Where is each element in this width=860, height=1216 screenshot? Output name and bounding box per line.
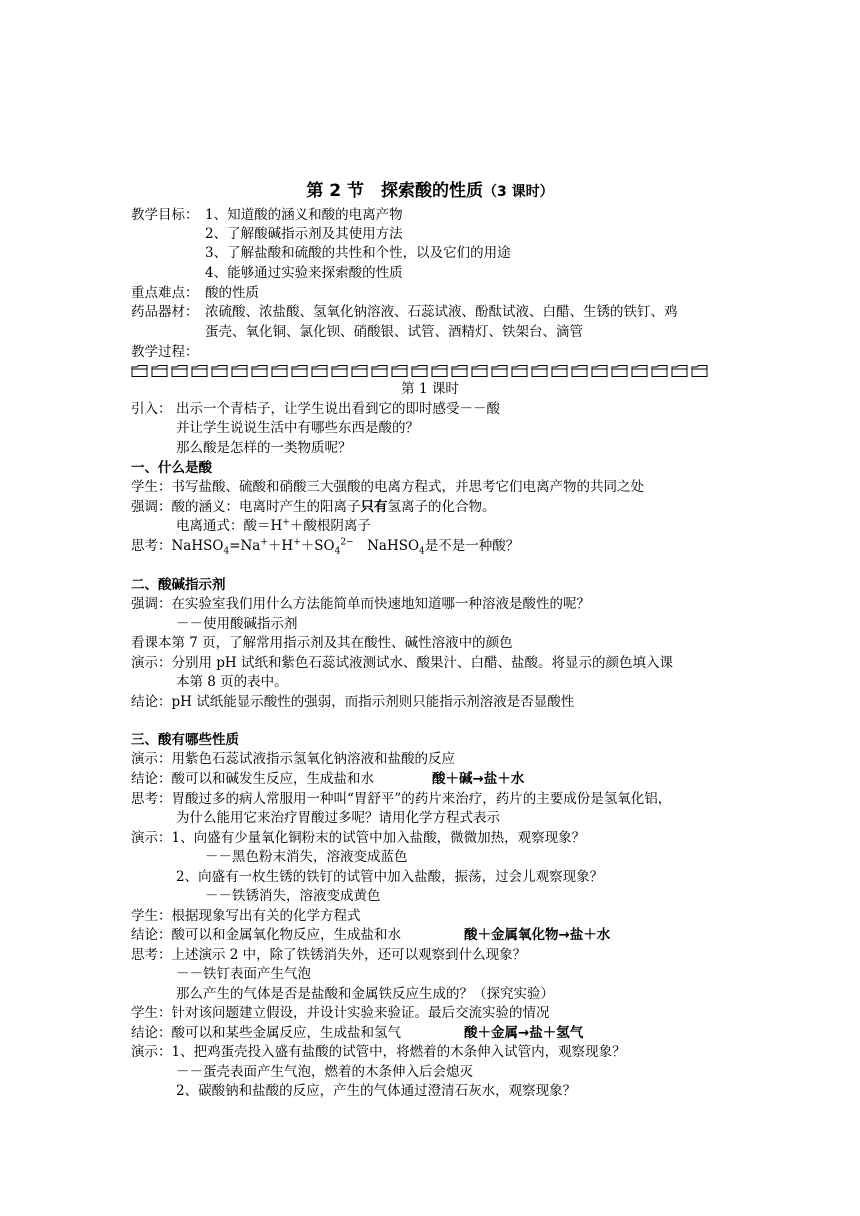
emphasis-text: 只有	[360, 499, 388, 515]
folder-icon	[611, 364, 629, 378]
subscript: 4	[419, 546, 425, 557]
folder-icon	[511, 364, 529, 378]
text-line: 结论：酸可以和某些金属反应，生成盐和氢气	[131, 1025, 401, 1041]
subscript: 4	[334, 546, 341, 557]
equation-rule: 酸＋金属氧化物→盐＋水	[464, 927, 611, 943]
text-line: 结论：酸可以和碱发生反应，生成盐和水	[131, 771, 374, 787]
section-heading: 一、什么是酸	[131, 460, 212, 476]
section-heading: 二、酸碱指示剂	[131, 577, 226, 593]
folder-icon	[271, 364, 289, 378]
text-span: ＋酸根阴离子	[289, 518, 371, 534]
folder-icon	[191, 364, 209, 378]
text-line: 为什么能用它来治疗胃酸过多呢？请用化学方程式表示	[176, 810, 500, 826]
lesson-label: 第 1 课时	[401, 381, 459, 397]
text-span: 电离通式：酸＝H	[176, 518, 283, 534]
text-span: 思考：NaHSO	[131, 538, 224, 554]
folder-icon	[651, 364, 669, 378]
folder-icon	[391, 364, 409, 378]
think-line	[131, 536, 519, 556]
folder-icon	[251, 364, 269, 378]
text-line: 学生：书写盐酸、硫酸和硝酸三大强酸的电离方程式，并思考它们电离产物的共同之处	[131, 479, 644, 495]
text-span: 强调：酸的涵义：电离时产生的阳离子	[131, 499, 361, 515]
text-line: 那么产生的气体是否是盐酸和金属铁反应生成的？（探究实验）	[176, 986, 554, 1002]
text-span: ＋SO	[300, 538, 335, 554]
folder-icon	[591, 364, 609, 378]
page-title	[0, 180, 860, 203]
key-points-text: 酸的性质	[205, 285, 259, 301]
folder-icon	[431, 364, 449, 378]
key-points-label: 重点难点：	[131, 285, 199, 301]
superscript: +	[293, 537, 301, 548]
text-line: 强调：在实验室我们用什么方法能简单而快速地知道哪一种溶液是酸性的呢？	[131, 596, 590, 612]
folder-icon	[311, 364, 329, 378]
text-line: 结论：酸可以和金属氧化物反应，生成盐和水	[131, 927, 401, 943]
text-line: －－铁钉表面产生气泡	[176, 966, 311, 982]
folder-icon	[331, 364, 349, 378]
text-span: 是不是一种酸？	[424, 538, 520, 554]
text-line: 学生：针对该问题建立假设，并设计实验来验证。最后交流实验的情况	[131, 1005, 550, 1021]
text-span: NaHSO	[353, 538, 420, 554]
text-line: 本第 8 页的表中。	[176, 674, 288, 690]
folder-icon	[131, 364, 149, 378]
folder-icon	[231, 364, 249, 378]
folder-icon	[211, 364, 229, 378]
folder-icon	[491, 364, 509, 378]
superscript: +	[260, 537, 268, 548]
folder-icon	[471, 364, 489, 378]
text-span: =Na	[229, 538, 261, 554]
folder-icon	[671, 364, 689, 378]
equation-rule: 酸＋碱→盐＋水	[432, 771, 525, 787]
text-line: 演示：1、向盛有少量氧化铜粉末的试管中加入盐酸，微微加热，观察现象？	[131, 830, 586, 846]
folder-icon	[351, 364, 369, 378]
text-line: 演示：用紫色石蕊试液指示氢氧化钠溶液和盐酸的反应	[131, 751, 455, 767]
folder-icon	[571, 364, 589, 378]
process-label: 教学过程：	[131, 344, 199, 360]
folder-icon	[151, 364, 169, 378]
folder-icon	[451, 364, 469, 378]
equation-rule: 酸＋金属→盐＋氢气	[464, 1025, 584, 1041]
folder-icon	[291, 364, 309, 378]
text-span: ＋H	[267, 538, 294, 554]
intro-line: 那么酸是怎样的一类物质呢？	[176, 440, 352, 456]
text-span: 氢离子的化合物。	[387, 499, 496, 515]
materials-line: 浓硫酸、浓盐酸、氢氧化钠溶液、石蕊试液、酚酞试液、白醋、生锈的铁钉、鸡	[205, 304, 678, 320]
folder-icon	[171, 364, 189, 378]
folder-icon-divider	[131, 364, 721, 378]
intro-line: 并让学生说说生活中有哪些东西是酸的？	[176, 420, 419, 436]
stress-line	[131, 497, 496, 517]
text-line: 学生：根据现象写出有关的化学方程式	[131, 908, 361, 924]
intro-label: 引入：	[131, 401, 172, 417]
materials-label: 药品器材：	[131, 304, 199, 320]
text-line: 思考：上述演示 2 中，除了铁锈消失外，还可以观察到什么现象？	[131, 947, 527, 963]
section-heading: 三、酸有哪些性质	[131, 732, 239, 748]
materials-line: 蛋壳、氧化铜、氯化钡、硝酸银、试管、酒精灯、铁架台、滴管	[205, 324, 583, 340]
text-line: 2、向盛有一枚生锈的铁钉的试管中加入盐酸，振荡，过会儿观察现象？	[176, 869, 604, 885]
text-line: 演示：分别用 pH 试纸和紫色石蕊试液测试水、酸果汁、白醋、盐酸。将显示的颜色填入课	[131, 655, 673, 671]
folder-icon	[531, 364, 549, 378]
text-line: －－黑色粉末消失，溶液变成蓝色	[205, 849, 408, 865]
text-line: －－使用酸碱指示剂	[176, 616, 298, 632]
folder-icon	[631, 364, 649, 378]
folder-icon	[411, 364, 429, 378]
goal-item: 3、了解盐酸和硫酸的共性和个性，以及它们的用途	[205, 245, 511, 261]
text-line: 看课本第 7 页，了解常用指示剂及其在酸性、碱性溶液中的颜色	[131, 635, 513, 651]
folder-icon	[371, 364, 389, 378]
title-sub: （3 课时）	[483, 184, 554, 200]
folder-icon	[551, 364, 569, 378]
goal-item: 4、能够通过实验来探索酸的性质	[205, 265, 403, 281]
goal-item: 2、了解酸碱指示剂及其使用方法	[205, 226, 403, 242]
text-line: －－蛋壳表面产生气泡，燃着的木条伸入后会熄灭	[176, 1064, 473, 1080]
text-line: －－铁锈消失，溶液变成黄色	[205, 888, 381, 904]
formula-line	[176, 516, 371, 536]
superscript: +	[282, 517, 290, 528]
text-line: 2、碳酸钠和盐酸的反应，产生的气体通过澄清石灰水，观察现象？	[176, 1083, 577, 1099]
subscript: 4	[223, 546, 230, 557]
text-line: 结论：pH 试纸能显示酸性的强弱，而指示剂则只能指示剂溶液是否显酸性	[131, 694, 575, 710]
title-main: 第 2 节 探索酸的性质	[306, 181, 484, 201]
goals-label: 教学目标：	[131, 207, 199, 223]
goal-item: 1、知道酸的涵义和酸的电离产物	[205, 207, 403, 223]
text-line: 思考：胃酸过多的病人常服用一种叫“胃舒平”的药片来治疗，药片的主要成份是氢氧化铝，	[131, 791, 672, 807]
text-line: 演示：1、把鸡蛋壳投入盛有盐酸的试管中，将燃着的木条伸入试管内，观察现象？	[131, 1044, 626, 1060]
superscript: 2−	[340, 537, 354, 548]
intro-line: 出示一个青桔子，让学生说出看到它的即时感受－－酸	[176, 401, 500, 417]
folder-icon	[691, 364, 709, 378]
